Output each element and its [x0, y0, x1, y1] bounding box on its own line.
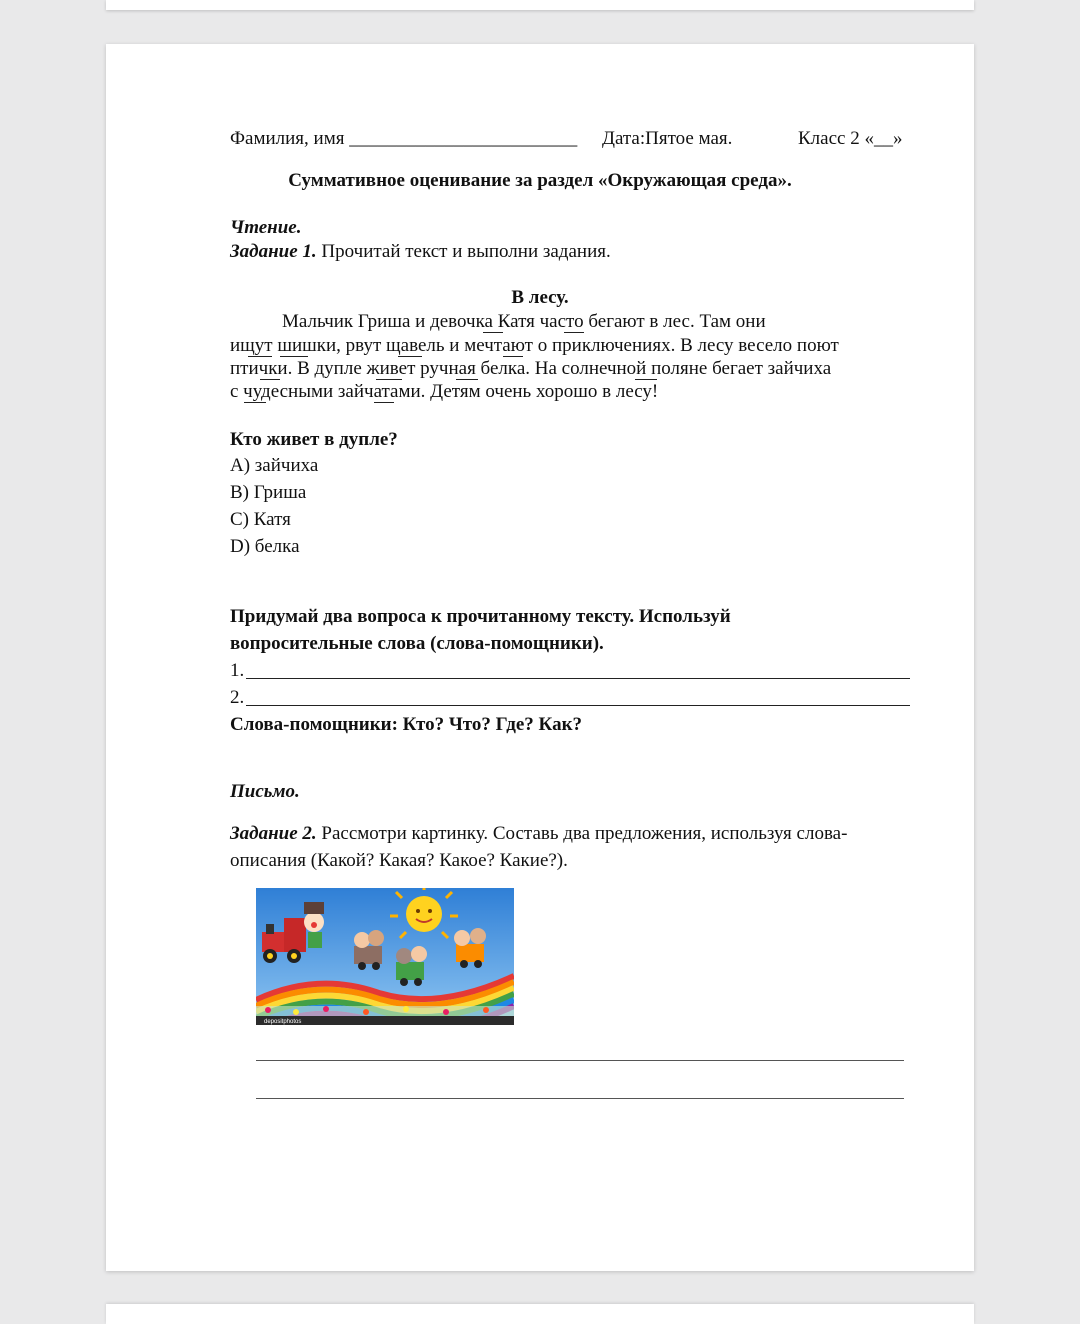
class-label: Класс 2 «__»: [798, 128, 903, 149]
train-rainbow-illustration: [256, 888, 514, 1025]
story-line-1-text: Мальчик Гриша и девочка Катя часто бегают в лес. Там они: [282, 311, 766, 332]
question-1: Кто живет в дупле?: [230, 429, 398, 450]
task2-text-1: Рассмотри картинку. Составь два предложения, используя слова-: [316, 823, 848, 844]
helper-words: Слова-помощники: Кто? Что? Где? Как?: [230, 714, 583, 735]
illustration-image: [256, 888, 514, 1025]
name-field: [230, 128, 577, 150]
writing-line-1: [256, 1060, 904, 1061]
document-page: [106, 44, 974, 1271]
underline-mark: [260, 379, 280, 380]
wagon-1: [354, 930, 384, 970]
task2-line-2: описания (Какой? Какая? Какое? Какие?).: [230, 850, 568, 871]
writing-line-2: [256, 1098, 904, 1099]
section-reading: Чтение.: [230, 217, 302, 238]
underline-mark: [374, 402, 394, 403]
underline-mark: [483, 332, 503, 333]
name-blank: ________________________: [349, 128, 578, 149]
date: Дата:Пятое мая.: [602, 128, 733, 149]
underline-mark: [244, 402, 266, 403]
answer-2-line: [246, 705, 910, 706]
task1-label: Задание 1.: [230, 241, 317, 262]
task2-label: Задание 2.: [230, 823, 317, 844]
question-2-line-1: Придумай два вопроса к прочитанному тексту. Используй: [230, 606, 731, 627]
underline-mark: [456, 379, 478, 380]
story-line-2: ищут шишки, рвут щавель и мечтают о приключениях. В лесу весело поют: [230, 335, 839, 356]
name-label: Фамилия, имя: [230, 128, 345, 149]
underline-mark: [564, 332, 584, 333]
underline-mark: [376, 379, 402, 380]
underline-mark: [248, 356, 272, 357]
option-c: C) Катя: [230, 509, 291, 530]
next-page-edge: [106, 1304, 974, 1324]
underline-mark: [503, 356, 523, 357]
underline-mark: [635, 379, 657, 380]
story-title: В лесу.: [511, 287, 569, 308]
task1-line: [230, 240, 611, 264]
story-line-3: птички. В дупле живет ручная белка. На солнечной поляне бегает зайчиха: [230, 358, 832, 379]
option-b: B) Гриша: [230, 482, 307, 503]
answer-1-number: 1.: [230, 660, 245, 681]
underline-mark: [398, 356, 422, 357]
watermark-text: depositphotos: [264, 1019, 302, 1025]
task1-text: Прочитай текст и выполни задания.: [316, 241, 611, 262]
option-a: A) зайчиха: [230, 455, 319, 476]
answer-2-number: 2.: [230, 687, 245, 708]
answer-1-line: [246, 678, 910, 679]
previous-page-edge: [106, 0, 974, 10]
story-line-4: с чудесными зайчатами. Детям очень хорошо в лесу!: [230, 381, 659, 402]
section-writing: Письмо.: [230, 781, 300, 802]
page-title: Суммативное оценивание за раздел «Окружающая среда».: [288, 170, 792, 191]
story-line-1: [282, 310, 766, 334]
wagon-2: [396, 946, 427, 986]
question-2-line-2: вопросительные слова (слова-помощники).: [230, 633, 604, 654]
option-d: D) белка: [230, 536, 300, 557]
task2-line-1: [230, 822, 847, 846]
underline-mark: [280, 356, 308, 357]
